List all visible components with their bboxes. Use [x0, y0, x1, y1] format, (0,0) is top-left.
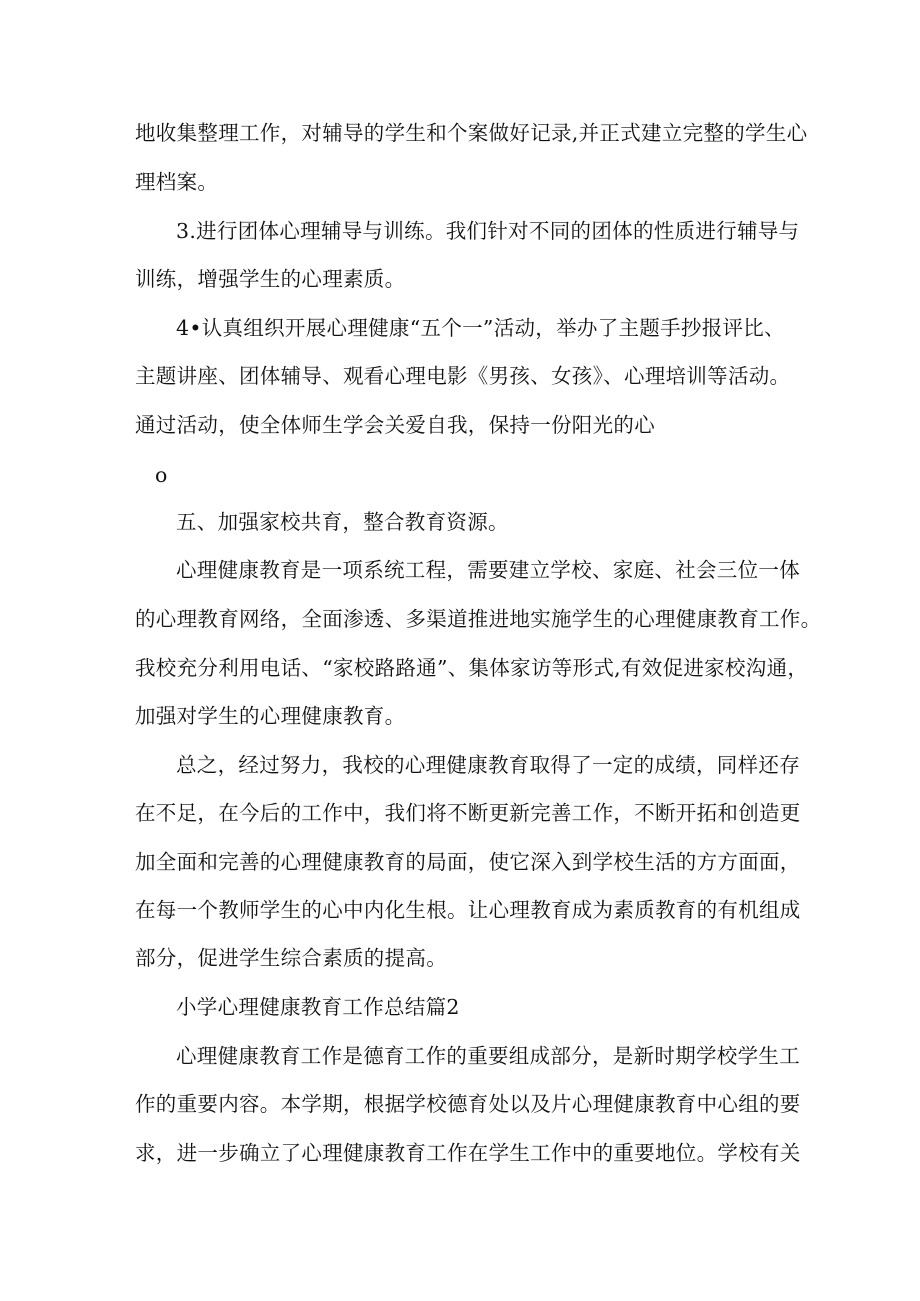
text-line: o	[155, 463, 168, 487]
text-line: 训练，增强学生的心理素质。	[135, 267, 406, 291]
text-line: 作的重要内容。本学期，根据学校德育处以及片心理健康教育中心组的要	[135, 1092, 801, 1116]
text-line: 的心理教育网络，全面渗透、多渠道推进地实施学生的心理健康教育工作。	[135, 607, 822, 631]
text-line: 求，进一步确立了心理健康教育工作在学生工作中的重要地位。学校有关	[135, 1141, 801, 1165]
text-line: 3.进行团体心理辅导与训练。我们针对不同的团体的性质进行辅导与	[176, 219, 800, 243]
text-line: 理档案。	[135, 170, 219, 194]
section-heading: 五、加强家校共育，整合教育资源。	[176, 510, 509, 534]
text-line: 在不足，在今后的工作中，我们将不断更新完善工作，不断开拓和创造更	[135, 801, 801, 825]
text-line: 总之，经过努力，我校的心理健康教育取得了一定的成绩，同样还存	[176, 753, 800, 777]
text-line: 心理健康教育是一项系统工程，需要建立学校、家庭、社会三位一体	[176, 558, 800, 582]
text-line: 4•认真组织开展心理健康“五个一”活动，举办了主题手抄报评比、	[176, 316, 785, 340]
text-line: 部分，促进学生综合素质的提高。	[135, 946, 447, 970]
text-line: 主题讲座、团体辅导、观看心理电影《男孩、女孩》、心理培训等活动。	[135, 364, 791, 388]
text-line: 加强对学生的心理健康教育。	[135, 704, 406, 728]
text-line: 在每一个教师学生的心中内化生根。让心理教育成为素质教育的有机组成	[135, 898, 801, 922]
section-title: 小学心理健康教育工作总结篇2	[176, 995, 460, 1019]
text-line: 地收集整理工作，对辅导的学生和个案做好记录,并正式建立完整的学生心	[135, 121, 808, 145]
text-line: 心理健康教育工作是德育工作的重要组成部分，是新时期学校学生工	[176, 1044, 800, 1068]
text-line: 加全面和完善的心理健康教育的局面，使它深入到学校生活的方方面面，	[135, 850, 801, 874]
text-line: 我校充分利用电话、“家校路路通”、集体家访等形式,有效促进家校沟通，	[135, 656, 809, 680]
text-line: 通过活动，使全体师生学会关爱自我，保持一份阳光的心	[135, 413, 655, 437]
